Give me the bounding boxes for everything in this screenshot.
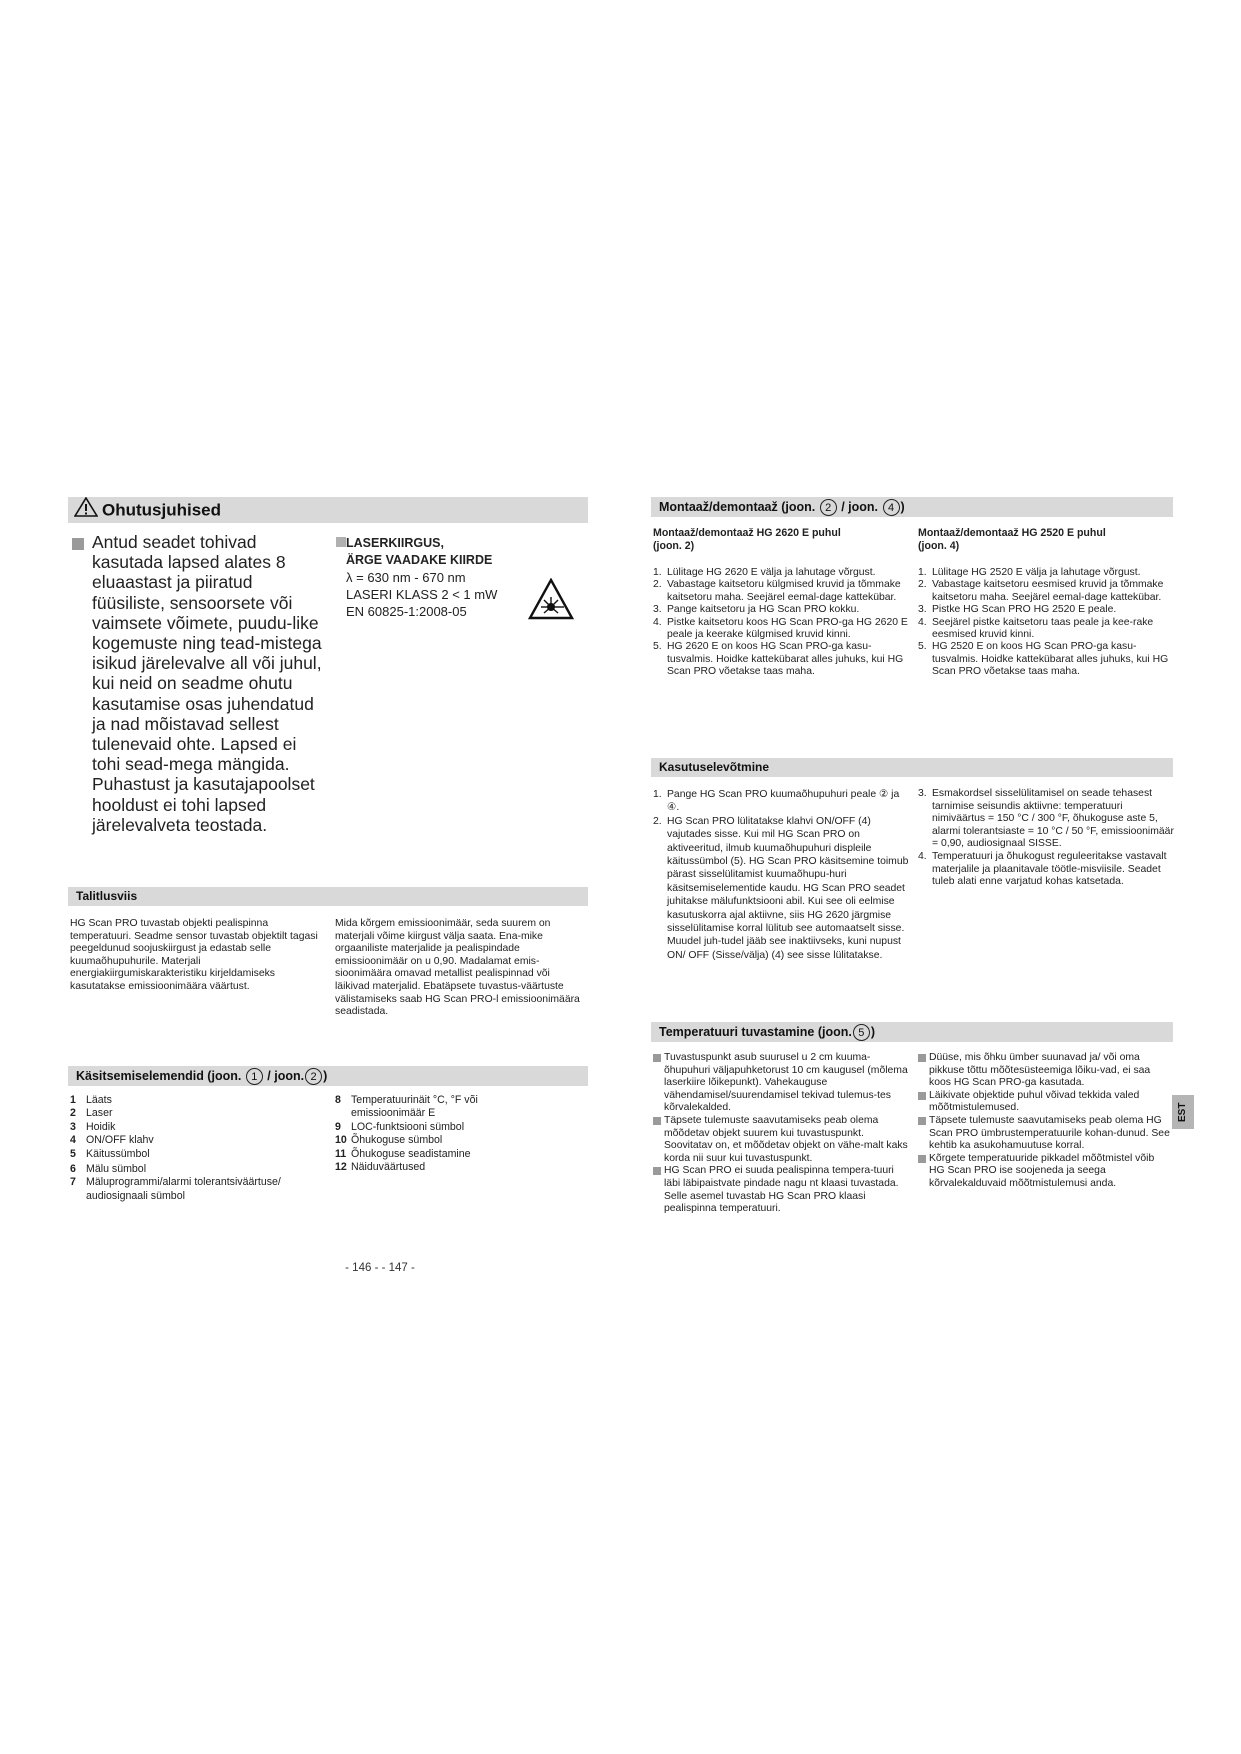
list-item: 11 Õhukoguse seadistamine bbox=[335, 1147, 471, 1160]
list-item: 4. Temperatuuri ja õhukogust reguleeritakse vastavalt materjalile ja plaanitavale töötle-misviisile. Seadet tuleb alati enne varjatud kohas katsetada. bbox=[918, 850, 1167, 888]
laser-hazard-icon bbox=[528, 578, 574, 625]
principle-title: Talitlusviis bbox=[76, 889, 138, 903]
list-item: 6 Mälu sümbol bbox=[70, 1163, 147, 1176]
mounting-right-title: Montaaž/demontaaž HG 2520 E puhul (joon. 4) bbox=[918, 527, 1106, 553]
list-item: Kõrgete temperatuuride pikkadel mõõtmistel võib HG Scan PRO ise soojeneda ja seega kõrvalekalduvaid mõõtmistulemusi anda. bbox=[918, 1153, 1170, 1191]
safety-title: Ohutusjuhised bbox=[102, 500, 221, 520]
list-item: Täpsete tulemuste saavutamiseks peab olema mõõdetav objekt suurem kui tuvastuspunkt. Soovitatav on, et mõõdetav objekt on vähe-malt kaks korda nii suur kui tuvastuspunkt. bbox=[653, 1115, 911, 1165]
figure-ref-2: 2 bbox=[305, 1068, 322, 1085]
page-numbers: - 146 - - 147 - bbox=[345, 1262, 415, 1274]
mounting-close: ) bbox=[900, 500, 905, 514]
laser-line-5: EN 60825-1:2008-05 bbox=[346, 604, 467, 619]
temperature-header bbox=[651, 1022, 1173, 1042]
mounting-title: Montaaž/demontaaž (joon. bbox=[659, 500, 816, 514]
list-item: 5 Käitussümbol bbox=[70, 1147, 150, 1160]
temperature-left-bullets bbox=[653, 1052, 911, 1216]
list-item: 3. Pange kaitsetoru ja HG Scan PRO kokku. bbox=[653, 604, 860, 616]
list-item: 3 Hoidik bbox=[70, 1120, 116, 1133]
startup-right-steps bbox=[918, 788, 1176, 889]
list-item: 3. Pistke HG Scan PRO HG 2520 E peale. bbox=[918, 604, 1117, 616]
bullet-square bbox=[918, 1054, 926, 1062]
list-item: Tuvastuspunkt asub suurusel u 2 cm kuuma-õhupuhuri väljapuhketorust 10 cm kaugusel (mõlema laserkiire lõikepunkt). Vahekauguse vähendamisel/suurendamisel tekivad tulemus-tes kõrvalekalded. bbox=[653, 1052, 911, 1115]
figure-ref-4: 4 bbox=[883, 499, 900, 516]
bullet-square bbox=[918, 1117, 926, 1125]
mounting-left-title: Montaaž/demontaaž HG 2620 E puhul (joon. 2) bbox=[653, 527, 841, 553]
temperature-right-bullets bbox=[918, 1052, 1170, 1191]
safety-warning-text: Antud seadet tohivad kasutada lapsed alates 8 eluaastast ja piiratud füüsiliste, sensoorsete või vaimsete võimete, puudu-like kogemuste ning tead-mistega isikud järelevalve all või juhul, kui neid on seadme ohutu kasutamise osas juhendatud ja nad mõistavad sellest tulenevaid ohte. Lapsed ei tohi sead-mega mängida. Puhastust ja kasutajapoolset hooldust ei tohi lapsed järelevalveta teostada. bbox=[92, 532, 322, 835]
list-item: 3. Esmakordsel sisselülitamisel on seade tehasest tarnimise seisundis aktiivne: temperatuuri nimiväärtus = 150 °C / 300 °F, õhukoguse aste 5, alarmi tolerantsiaste = 10 °C / 50 °F, emissioonimäär = 0,90, audiosignaal SISSE. bbox=[918, 788, 1174, 850]
list-item: 2. Vabastage kaitsetoru eesmised kruvid ja tõmmake kaitsetoru maha. Seejärel eemal-dage kattekübar. bbox=[918, 579, 1164, 603]
laser-line-2: ÄRGE VAADAKE KIIRDE bbox=[346, 553, 493, 567]
list-item: 4 ON/OFF klahv bbox=[70, 1134, 154, 1147]
figure-ref-1: 1 bbox=[246, 1068, 263, 1085]
controls-title: Käsitsemiselemendid (joon. bbox=[76, 1069, 242, 1083]
list-item: Läikivate objektide puhul võivad tekkida valed mõõtmistulemused. bbox=[918, 1090, 1170, 1115]
mounting-left-steps bbox=[653, 567, 911, 679]
safety-header bbox=[68, 497, 588, 523]
warning-triangle-icon bbox=[74, 497, 98, 525]
laser-bullet-square bbox=[336, 537, 346, 547]
laser-line-1: LASERKIIRGUS, bbox=[346, 536, 444, 550]
list-item: 1. Lülitage HG 2620 E välja ja lahutage võrgust. bbox=[653, 567, 876, 578]
list-item: 2. HG Scan PRO lülitatakse klahvi ON/OFF (4) vajutades sisse. Kui mil HG Scan PRO on aktiveeritud, ilmub kuumaõhupuhuri displeile käitussümbol (5). HG Scan PRO käsitsemine toimub pärast sisselülitamist kuumaõhupu-huri käsitsemiselementide kaudu. HG Scan PRO seadet juhitakse mälufunktsiooni abil. Kui see oli eelmise kasutuskorra ajal aktiivne, siis HG 2620 järgmise sisselülitamise korral lülitub see automaatselt sisse. Muudel juh-tudel jääb see inaktiivseks, kuni nupust ON/ OFF (Sisse/välja) (4) see sisse lülitatakse. bbox=[653, 815, 909, 961]
list-item: 5. HG 2620 E on koos HG Scan PRO-ga kasu-tusvalmis. Hoidke kattekübarat alles juhuks, kui HG Scan PRO võetakse taas maha. bbox=[653, 641, 904, 678]
list-item: 2. Vabastage kaitsetoru külgmised kruvid ja tõmmake kaitsetoru maha. Seejärel eemal-dage kattekübar. bbox=[653, 579, 901, 603]
list-item: 7 Mäluprogrammi/alarmi tolerantsiväärtuse/ audiosignaali sümbol bbox=[70, 1176, 281, 1202]
figure-ref-2: 2 bbox=[820, 499, 837, 516]
temperature-close: ) bbox=[870, 1025, 876, 1039]
principle-col2: Mida kõrgem emissioonimäär, seda suurem on materjali võime kiirgust välja saata. Ena-mike orgaaniliste materjalide ja pealispindade emissioonimäär on u 0,90. Madalamat emis-sioonimäära omavad metallist pealispinnad või läikivad materjalid. Ebatäpsete tuvastus-väärtuste välistamiseks saab HG Scan PRO-l emissioonimäära seadistada. bbox=[335, 918, 580, 1018]
list-item: 9 LOC-funktsiooni sümbol bbox=[335, 1120, 465, 1133]
mounting-header bbox=[651, 497, 1173, 517]
bullet-square bbox=[653, 1167, 661, 1175]
list-item: Täpsete tulemuste saavutamiseks peab olema HG Scan PRO ümbrustemperatuurile kohan-dunud. See kehtib ka asukohamuutuse korral. bbox=[918, 1115, 1170, 1153]
list-item: Düüse, mis õhku ümber suunavad ja/ või oma pikkuse tõttu mõõtesüsteemiga lõiku-vad, ei saa koos HG Scan PRO-ga kasutada. bbox=[918, 1052, 1170, 1090]
controls-close: ) bbox=[323, 1069, 328, 1083]
startup-title: Kasutuselevõtmine bbox=[659, 760, 770, 774]
temperature-title: Temperatuuri tuvastamine (joon. bbox=[659, 1025, 852, 1039]
mounting-right-steps bbox=[918, 567, 1176, 679]
principle-header bbox=[68, 887, 588, 906]
controls-list-left bbox=[70, 1094, 320, 1203]
controls-list-right bbox=[335, 1094, 585, 1174]
list-item: 4. Seejärel pistke kaitsetoru taas peale ja kee-rake eesmised kruvid kinni. bbox=[918, 616, 1154, 641]
list-item: 1. Pange HG Scan PRO kuumaõhupuhuri peale ② ja ④. bbox=[653, 789, 900, 814]
list-item: 2 Laser bbox=[70, 1107, 113, 1120]
language-tab: EST bbox=[1172, 1095, 1194, 1129]
list-item: 4. Pistke kaitsetoru koos HG Scan PRO-ga HG 2620 E peale ja keerake külgmised kruvid kinni. bbox=[653, 616, 908, 641]
list-item: 10 Õhukoguse sümbol bbox=[335, 1134, 443, 1147]
list-item: 12 Näiduväärtused bbox=[335, 1161, 426, 1174]
bullet-square bbox=[72, 538, 84, 550]
bullet-square bbox=[918, 1092, 926, 1100]
principle-col1: HG Scan PRO tuvastab objekti pealispinna temperatuuri. Seadme sensor tuvastab objektilt tagasi peegeldunud soojuskiirgust ja edastab selle kuumaõhupuhurile. Materjali energiakiirgumiskarakteristiku kirjeldamiseks kasutatakse emissioonimäära väärtust. bbox=[70, 918, 318, 992]
list-item: 1. Lülitage HG 2520 E välja ja lahutage võrgust. bbox=[918, 567, 1141, 578]
laser-line-4: LASERI KLASS 2 < 1 mW bbox=[346, 587, 498, 602]
list-item: 8 Temperatuurinäit °C, °F või emissioonimäär E bbox=[335, 1094, 478, 1120]
list-item: 1 Läats bbox=[70, 1094, 112, 1106]
mounting-sep: / joon. bbox=[841, 500, 879, 514]
list-item: 5. HG 2520 E on koos HG Scan PRO-ga kasu-tusvalmis. Hoidke kattekübarat alles juhuks, kui HG Scan PRO võetakse taas maha. bbox=[918, 641, 1169, 678]
laser-warning bbox=[346, 535, 526, 620]
controls-sep: / joon. bbox=[267, 1069, 305, 1083]
bullet-square bbox=[653, 1054, 661, 1062]
figure-ref-5: 5 bbox=[853, 1024, 870, 1041]
list-item: HG Scan PRO ei suuda pealispinna tempera-tuuri läbi läbipaistvate pindade nagu nt klaasi tuvastada. Selle asemel tuvastab HG Scan PRO klaasi pealispinna temperatuuri. bbox=[653, 1165, 911, 1215]
bullet-square bbox=[918, 1155, 926, 1163]
controls-header bbox=[68, 1066, 588, 1086]
startup-header bbox=[651, 758, 1173, 777]
bullet-square bbox=[653, 1117, 661, 1125]
startup-left-steps bbox=[653, 788, 911, 962]
laser-line-3: λ = 630 nm - 670 nm bbox=[346, 570, 466, 585]
